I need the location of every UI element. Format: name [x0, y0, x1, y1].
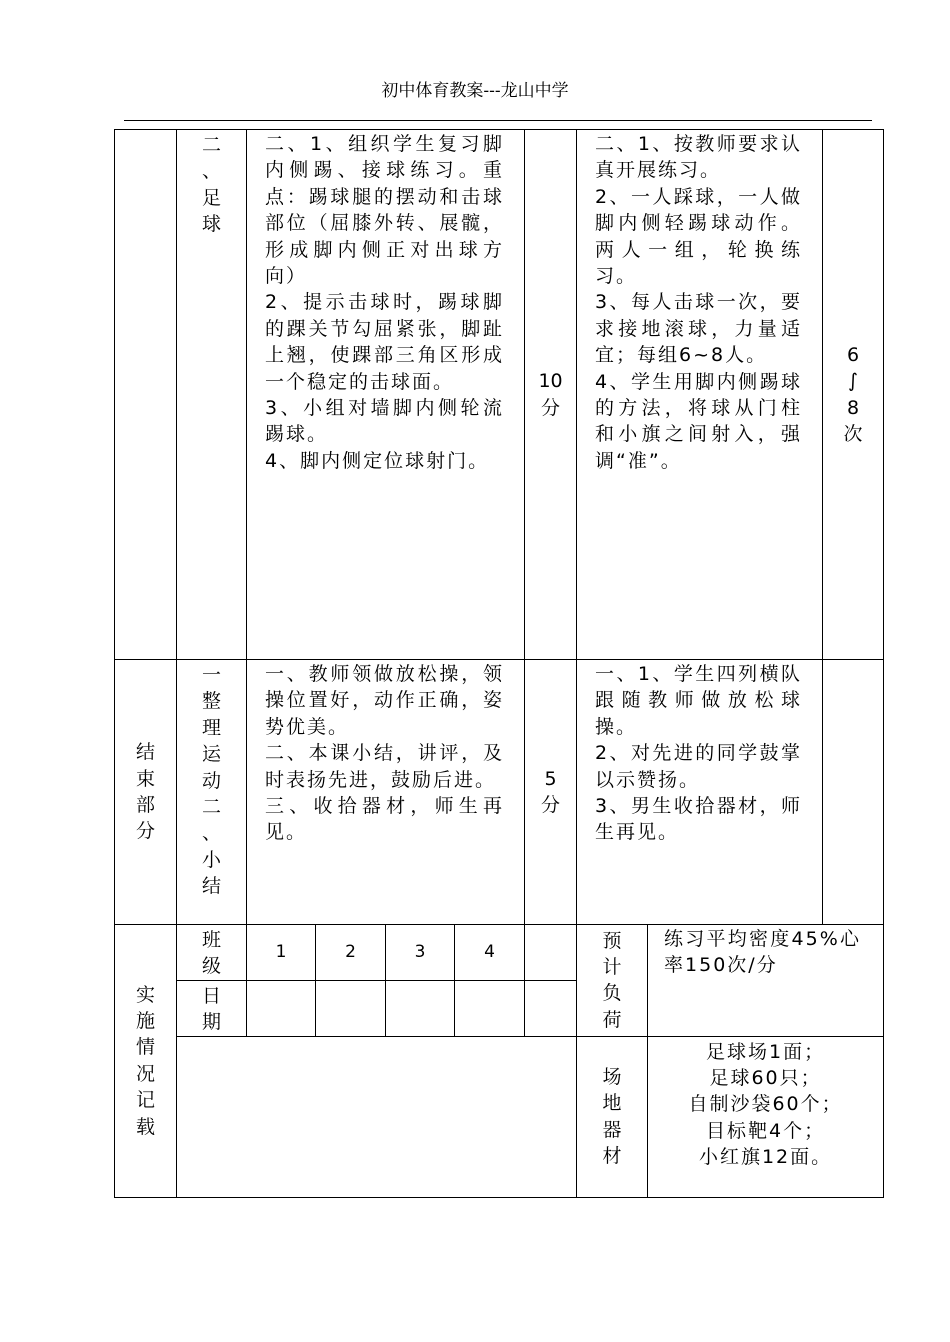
date-cell-empty	[525, 980, 577, 1036]
record-notes-area[interactable]	[177, 1036, 577, 1197]
class-cell-3: 3	[386, 925, 455, 981]
date-cell-4[interactable]	[455, 980, 525, 1036]
ending-count-empty	[823, 660, 884, 925]
section-cell-empty	[115, 130, 177, 660]
equipment-list: 足球场1面； 足球60只； 自制沙袋60个； 目标靶4个； 小红旗12面。	[648, 1036, 884, 1197]
class-label: 班 级	[177, 925, 247, 981]
load-text: 练习平均密度45%心率150次/分	[648, 925, 884, 1037]
date-cell-2[interactable]	[316, 980, 386, 1036]
football-row	[115, 130, 884, 660]
football-item-label: 二 、 足 球	[177, 130, 247, 660]
date-cell-1[interactable]	[247, 980, 316, 1036]
record-equipment-row	[115, 1036, 884, 1197]
date-label: 日 期	[177, 980, 247, 1036]
record-class-row	[115, 925, 884, 981]
equipment-label: 场 地 器 材	[577, 1036, 648, 1197]
ending-row	[115, 660, 884, 925]
football-student-activity: 二、1、按教师要求认真开展练习。 2、一人踩球，一人做脚内侧轻踢球动作。两人一组，轮换练习。 3、每人击球一次，要求接地滚球，力量适宜；每组6~8人。 4、学生用脚内侧踢球的方法，将球从门柱和小旗之间射入，强调“准”。	[577, 130, 823, 660]
class-cell-empty	[525, 925, 577, 981]
football-count: 6 ∫ 8 次	[823, 130, 884, 660]
lesson-plan-table	[114, 129, 884, 1198]
ending-section-label: 结 束 部 分	[115, 660, 177, 925]
page-header: 初中体育教案---龙山中学	[381, 81, 569, 101]
class-cell-2: 2	[316, 925, 386, 981]
football-teacher-activity: 二、1、组织学生复习脚内侧踢、接球练习。重点：踢球腿的摆动和击球部位（屈膝外转、展髋，形成脚内侧正对出球方向） 2、提示击球时，踢球脚的踝关节勾屈紧张，脚趾上翘，使踝部三角区形成一个稳定的击球面。 3、小组对墙脚内侧轮流踢球。 4、脚内侧定位球射门。	[247, 130, 525, 660]
header-rule	[124, 120, 872, 121]
football-time: 10 分	[525, 130, 577, 660]
date-cell-3[interactable]	[386, 980, 455, 1036]
record-section-label: 实 施 情 况 记 载	[115, 925, 177, 1198]
class-cell-4: 4	[455, 925, 525, 981]
ending-student-activity: 一、1、学生四列横队跟随教师做放松球操。 2、对先进的同学鼓掌以示赞扬。 3、男生收拾器材，师生再见。	[577, 660, 823, 925]
ending-teacher-activity: 一、教师领做放松操，领操位置好，动作正确，姿势优美。 二、本课小结，讲评，及时表扬先进，鼓励后进。 三、收拾器材，师生再见。	[247, 660, 525, 925]
ending-time: 5 分	[525, 660, 577, 925]
ending-item-label: 一 整 理 运 动 二 、 小 结	[177, 660, 247, 925]
load-label: 预 计 负 荷	[577, 925, 648, 1037]
class-cell-1: 1	[247, 925, 316, 981]
